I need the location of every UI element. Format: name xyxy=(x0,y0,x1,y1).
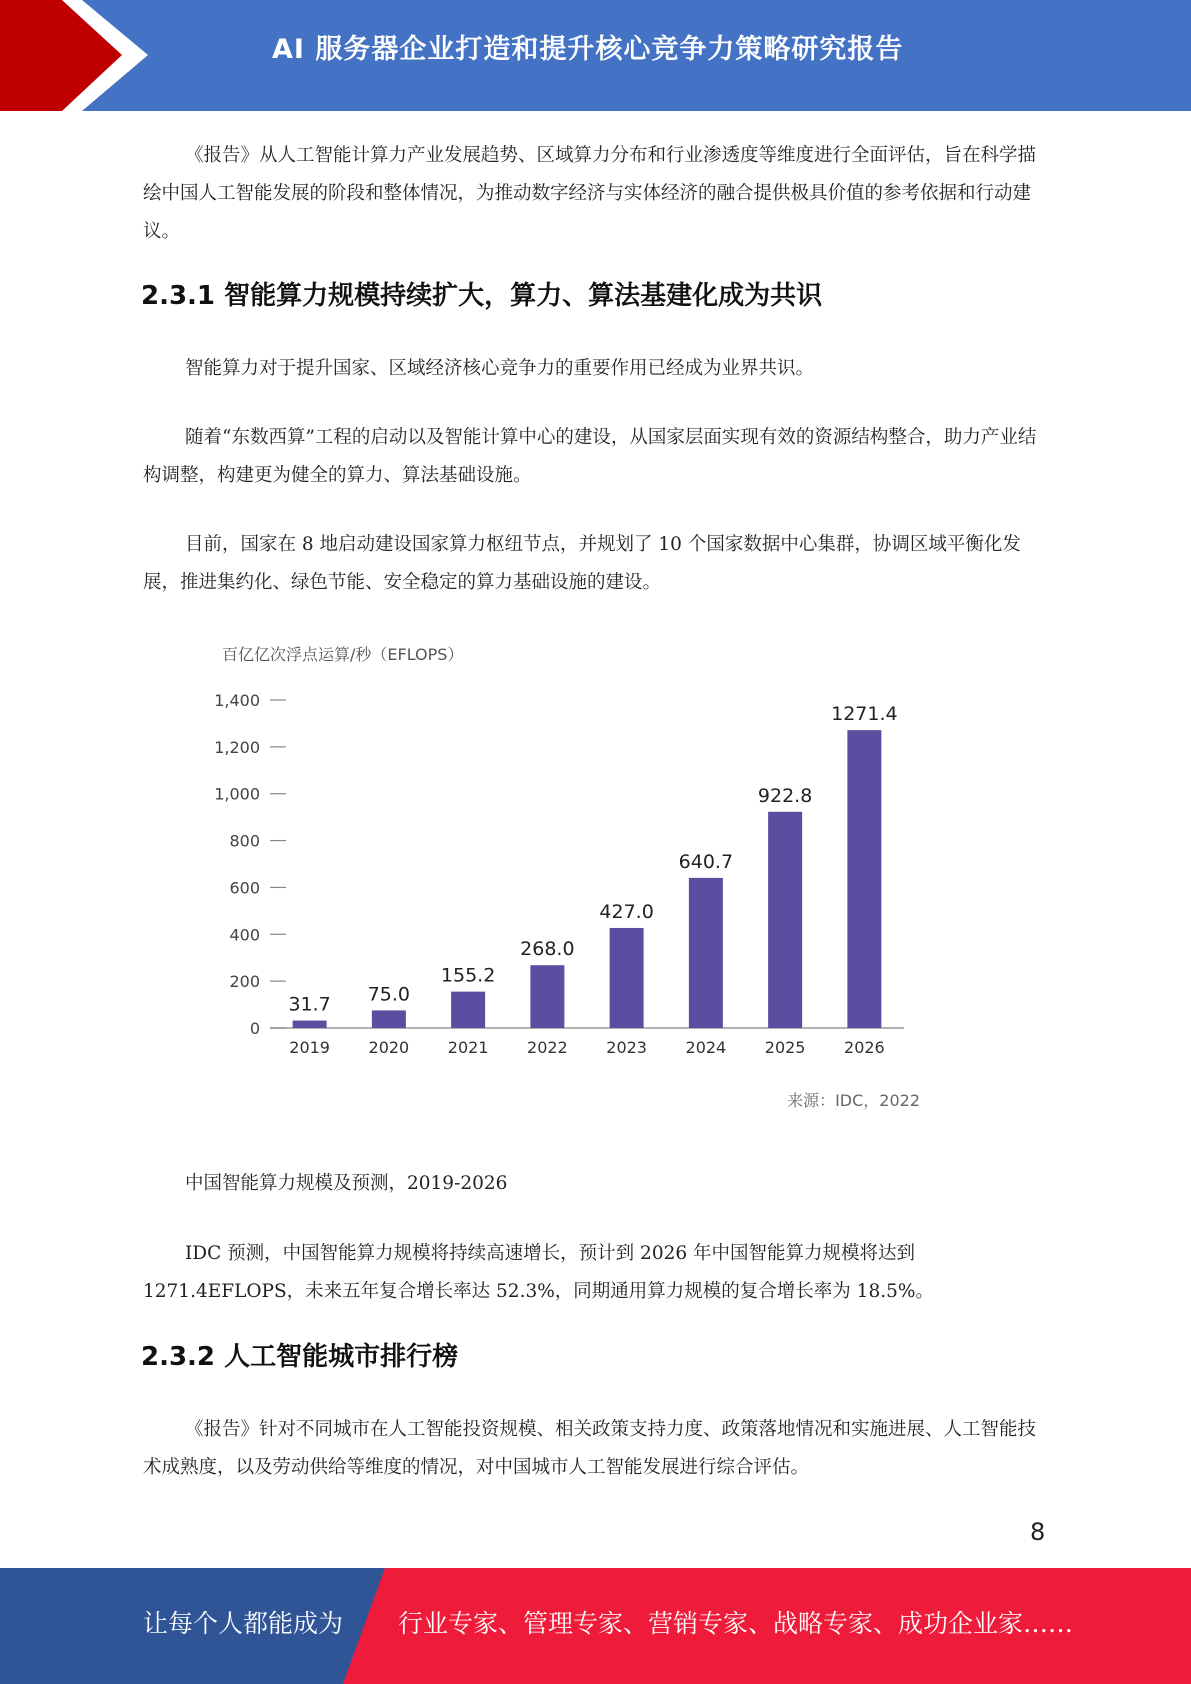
chart-x-tick-label: 2024 xyxy=(685,1038,727,1057)
chart-bar xyxy=(847,730,881,1028)
paragraph-national-hubs: 目前，国家在 8 地启动建设国家算力枢纽节点，并规划了 10 个国家数据中心集群，协调区域平衡化发展，推进集约化、绿色节能、安全稳定的算力基础设施的建设。 xyxy=(143,534,1021,593)
chart-x-tick-label: 2019 xyxy=(289,1038,330,1057)
chart-value-label: 268.0 xyxy=(520,938,575,961)
chart-y-axis-label: 百亿亿次浮点运算/秒（EFLOPS） xyxy=(222,645,464,664)
chart-bar xyxy=(689,878,723,1028)
footer-slogan-left: 让每个人都能成为 xyxy=(143,1609,344,1638)
chart-value-labels xyxy=(288,703,897,1015)
chart-y-tick-label: 1,000 xyxy=(214,784,260,804)
chart-x-tick-label: 2025 xyxy=(764,1038,806,1057)
chart-x-tick-label: 2022 xyxy=(527,1038,568,1057)
paragraph-consensus: 智能算力对于提升国家、区域经济核心竞争力的重要作用已经成为业界共识。 xyxy=(185,358,815,379)
header-title: AI 服务器企业打造和提升核心竞争力策略研究报告 xyxy=(272,34,904,65)
section-heading-2-3-2: 2.3.2 人工智能城市排行榜 xyxy=(141,1342,459,1372)
chart-value-label: 155.2 xyxy=(440,964,496,987)
chart-value-label: 922.8 xyxy=(757,784,813,807)
section-heading-2-3-1: 2.3.1 智能算力规模持续扩大，算力、算法基建化成为共识 xyxy=(141,281,823,311)
chart-bar xyxy=(372,1010,406,1028)
chart-y-ticks xyxy=(214,691,286,1038)
paragraph-intro: 《报告》从人工智能计算力产业发展趋势、区域算力分布和行业渗透度等维度进行全面评估，旨在科学描绘中国人工智能发展的阶段和整体情况，为推动数字经济与实体经济的融合提供极具价值的参考依据和行动建议。 xyxy=(143,145,1037,242)
chart-value-label: 427.0 xyxy=(599,900,654,923)
chart-y-tick-label: 400 xyxy=(229,925,260,945)
chart-value-label: 640.7 xyxy=(678,850,734,873)
chart-y-tick-label: 0 xyxy=(249,1019,260,1038)
chart-y-tick-label: 800 xyxy=(229,831,260,851)
bar-chart-svg xyxy=(190,630,950,1120)
chart-value-label: 75.0 xyxy=(367,983,411,1006)
chart-bar xyxy=(293,1021,327,1028)
chart-x-tick-label: 2023 xyxy=(606,1038,647,1057)
chart-x-tick-label: 2020 xyxy=(368,1038,410,1057)
chart-y-tick-label: 1,400 xyxy=(214,691,260,710)
paragraph-east-west: 随着“东数西算”工程的启动以及智能计算中心的建设，从国家层面实现有效的资源结构整合，助力产业结构调整，构建更为健全的算力、算法基础设施。 xyxy=(143,427,1037,486)
chart-x-tick-label: 2021 xyxy=(447,1038,489,1057)
page-header xyxy=(0,0,1191,111)
chart-y-tick-label: 600 xyxy=(229,878,260,898)
chart-x-tick-label: 2026 xyxy=(844,1038,885,1057)
page-number: 8 xyxy=(1030,1518,1046,1546)
chart-bar xyxy=(768,812,802,1028)
page-footer xyxy=(0,1568,1191,1684)
bar-chart xyxy=(190,630,950,1120)
chart-bar xyxy=(451,992,485,1028)
paragraph-city-ranking: 《报告》针对不同城市在人工智能投资规模、相关政策支持力度、政策落地情况和实施进展、人工智能技术成熟度，以及劳动供给等维度的情况，对中国城市人工智能发展进行综合评估。 xyxy=(143,1419,1037,1478)
paragraph-idc-forecast: IDC 预测，中国智能算力规模将持续高速增长，预计到 2026 年中国智能算力规模将达到1271.4EFLOPS，未来五年复合增长率达 52.3%，同期通用算力规模的复合增长率为 18.5%。 xyxy=(143,1243,934,1302)
chart-y-tick-label: 1,200 xyxy=(214,737,260,757)
chart-y-tick-label: 200 xyxy=(229,972,260,992)
chart-value-label: 31.7 xyxy=(288,993,331,1016)
chart-bar xyxy=(610,928,644,1028)
footer-slogan-right: 行业专家、管理专家、营销专家、战略专家、成功企业家…… xyxy=(398,1609,1074,1638)
chart-source: 来源：IDC，2022 xyxy=(787,1091,920,1110)
chart-caption: 中国智能算力规模及预测，2019-2026 xyxy=(185,1173,508,1194)
chart-x-labels xyxy=(289,1038,884,1057)
chart-bar xyxy=(530,965,564,1028)
chart-value-label: 1271.4 xyxy=(831,703,898,726)
